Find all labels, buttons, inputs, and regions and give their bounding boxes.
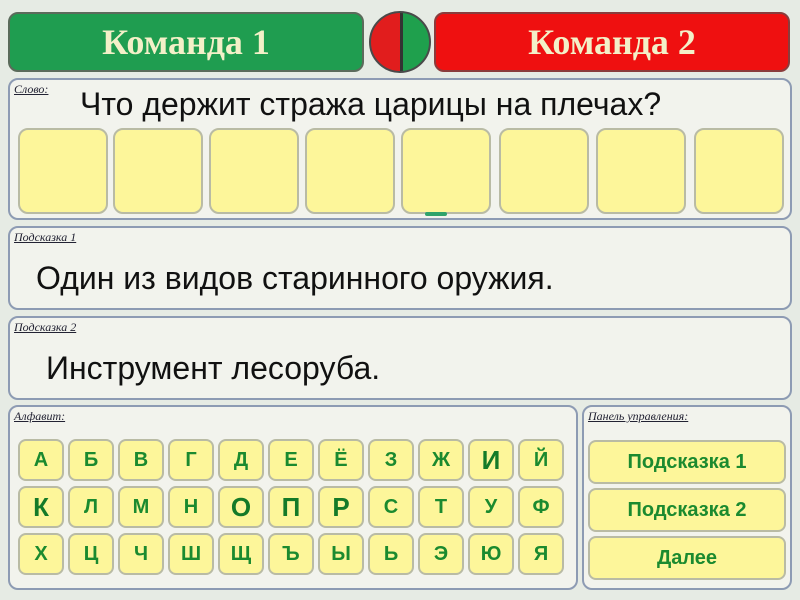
letter-key[interactable]: П xyxy=(268,486,314,528)
letter-key[interactable]: К xyxy=(18,486,64,528)
control-panel-label: Панель управления: xyxy=(588,409,689,423)
control-panel xyxy=(582,405,792,590)
hint-2-label: Подсказка 2 xyxy=(14,320,77,334)
next-button[interactable]: Далее xyxy=(588,536,786,580)
letter-slot xyxy=(209,128,299,214)
letter-key[interactable]: О xyxy=(218,486,264,528)
letter-key[interactable]: Й xyxy=(518,439,564,481)
letter-key[interactable]: Е xyxy=(268,439,314,481)
letter-key[interactable]: Я xyxy=(518,533,564,575)
slot-marker xyxy=(425,212,447,216)
letter-slot xyxy=(305,128,395,214)
word-label: Слово: xyxy=(14,82,49,96)
letter-key[interactable]: В xyxy=(118,439,164,481)
team-2-button[interactable]: Команда 2 xyxy=(434,12,790,72)
letter-key[interactable]: И xyxy=(468,439,514,481)
letter-key[interactable]: Х xyxy=(18,533,64,575)
letter-key[interactable]: Л xyxy=(68,486,114,528)
hint-1-panel xyxy=(8,226,792,310)
word-panel xyxy=(8,78,792,220)
letter-slot xyxy=(694,128,784,214)
letter-key[interactable]: Ч xyxy=(118,533,164,575)
letter-key[interactable]: А xyxy=(18,439,64,481)
letter-key[interactable]: Ю xyxy=(468,533,514,575)
letter-key[interactable]: Р xyxy=(318,486,364,528)
letter-key[interactable]: Ё xyxy=(318,439,364,481)
hint-2-button[interactable]: Подсказка 2 xyxy=(588,488,786,532)
letter-key[interactable]: С xyxy=(368,486,414,528)
alphabet-label: Алфавит: xyxy=(14,409,66,423)
letter-key[interactable]: Э xyxy=(418,533,464,575)
letter-key[interactable]: Ф xyxy=(518,486,564,528)
letter-key[interactable]: Б xyxy=(68,439,114,481)
letter-key[interactable]: Ы xyxy=(318,533,364,575)
letter-key[interactable]: Г xyxy=(168,439,214,481)
letter-key[interactable]: Т xyxy=(418,486,464,528)
letter-key[interactable]: М xyxy=(118,486,164,528)
letter-key[interactable]: Ц xyxy=(68,533,114,575)
letter-key[interactable]: Ъ xyxy=(268,533,314,575)
hint-1-text: Один из видов старинного оружия. xyxy=(36,260,554,296)
question-text: Что держит стража царицы на плечах? xyxy=(80,86,662,122)
letter-key[interactable]: Ь xyxy=(368,533,414,575)
letter-key[interactable]: Щ xyxy=(218,533,264,575)
hint-2-panel xyxy=(8,316,792,400)
letter-key[interactable]: Ж xyxy=(418,439,464,481)
letter-slot xyxy=(18,128,108,214)
letter-slot xyxy=(113,128,203,214)
alphabet-panel xyxy=(8,405,578,590)
hint-2-text: Инструмент лесоруба. xyxy=(46,350,381,386)
hint-1-label: Подсказка 1 xyxy=(14,230,77,244)
turn-indicator xyxy=(369,11,431,73)
letter-key[interactable]: З xyxy=(368,439,414,481)
letter-slot xyxy=(401,128,491,214)
team-1-button[interactable]: Команда 1 xyxy=(8,12,364,72)
letter-key[interactable]: У xyxy=(468,486,514,528)
letter-slot xyxy=(499,128,589,214)
letter-key[interactable]: Н xyxy=(168,486,214,528)
hint-1-button[interactable]: Подсказка 1 xyxy=(588,440,786,484)
letter-key[interactable]: Ш xyxy=(168,533,214,575)
letter-slot xyxy=(596,128,686,214)
letter-key[interactable]: Д xyxy=(218,439,264,481)
